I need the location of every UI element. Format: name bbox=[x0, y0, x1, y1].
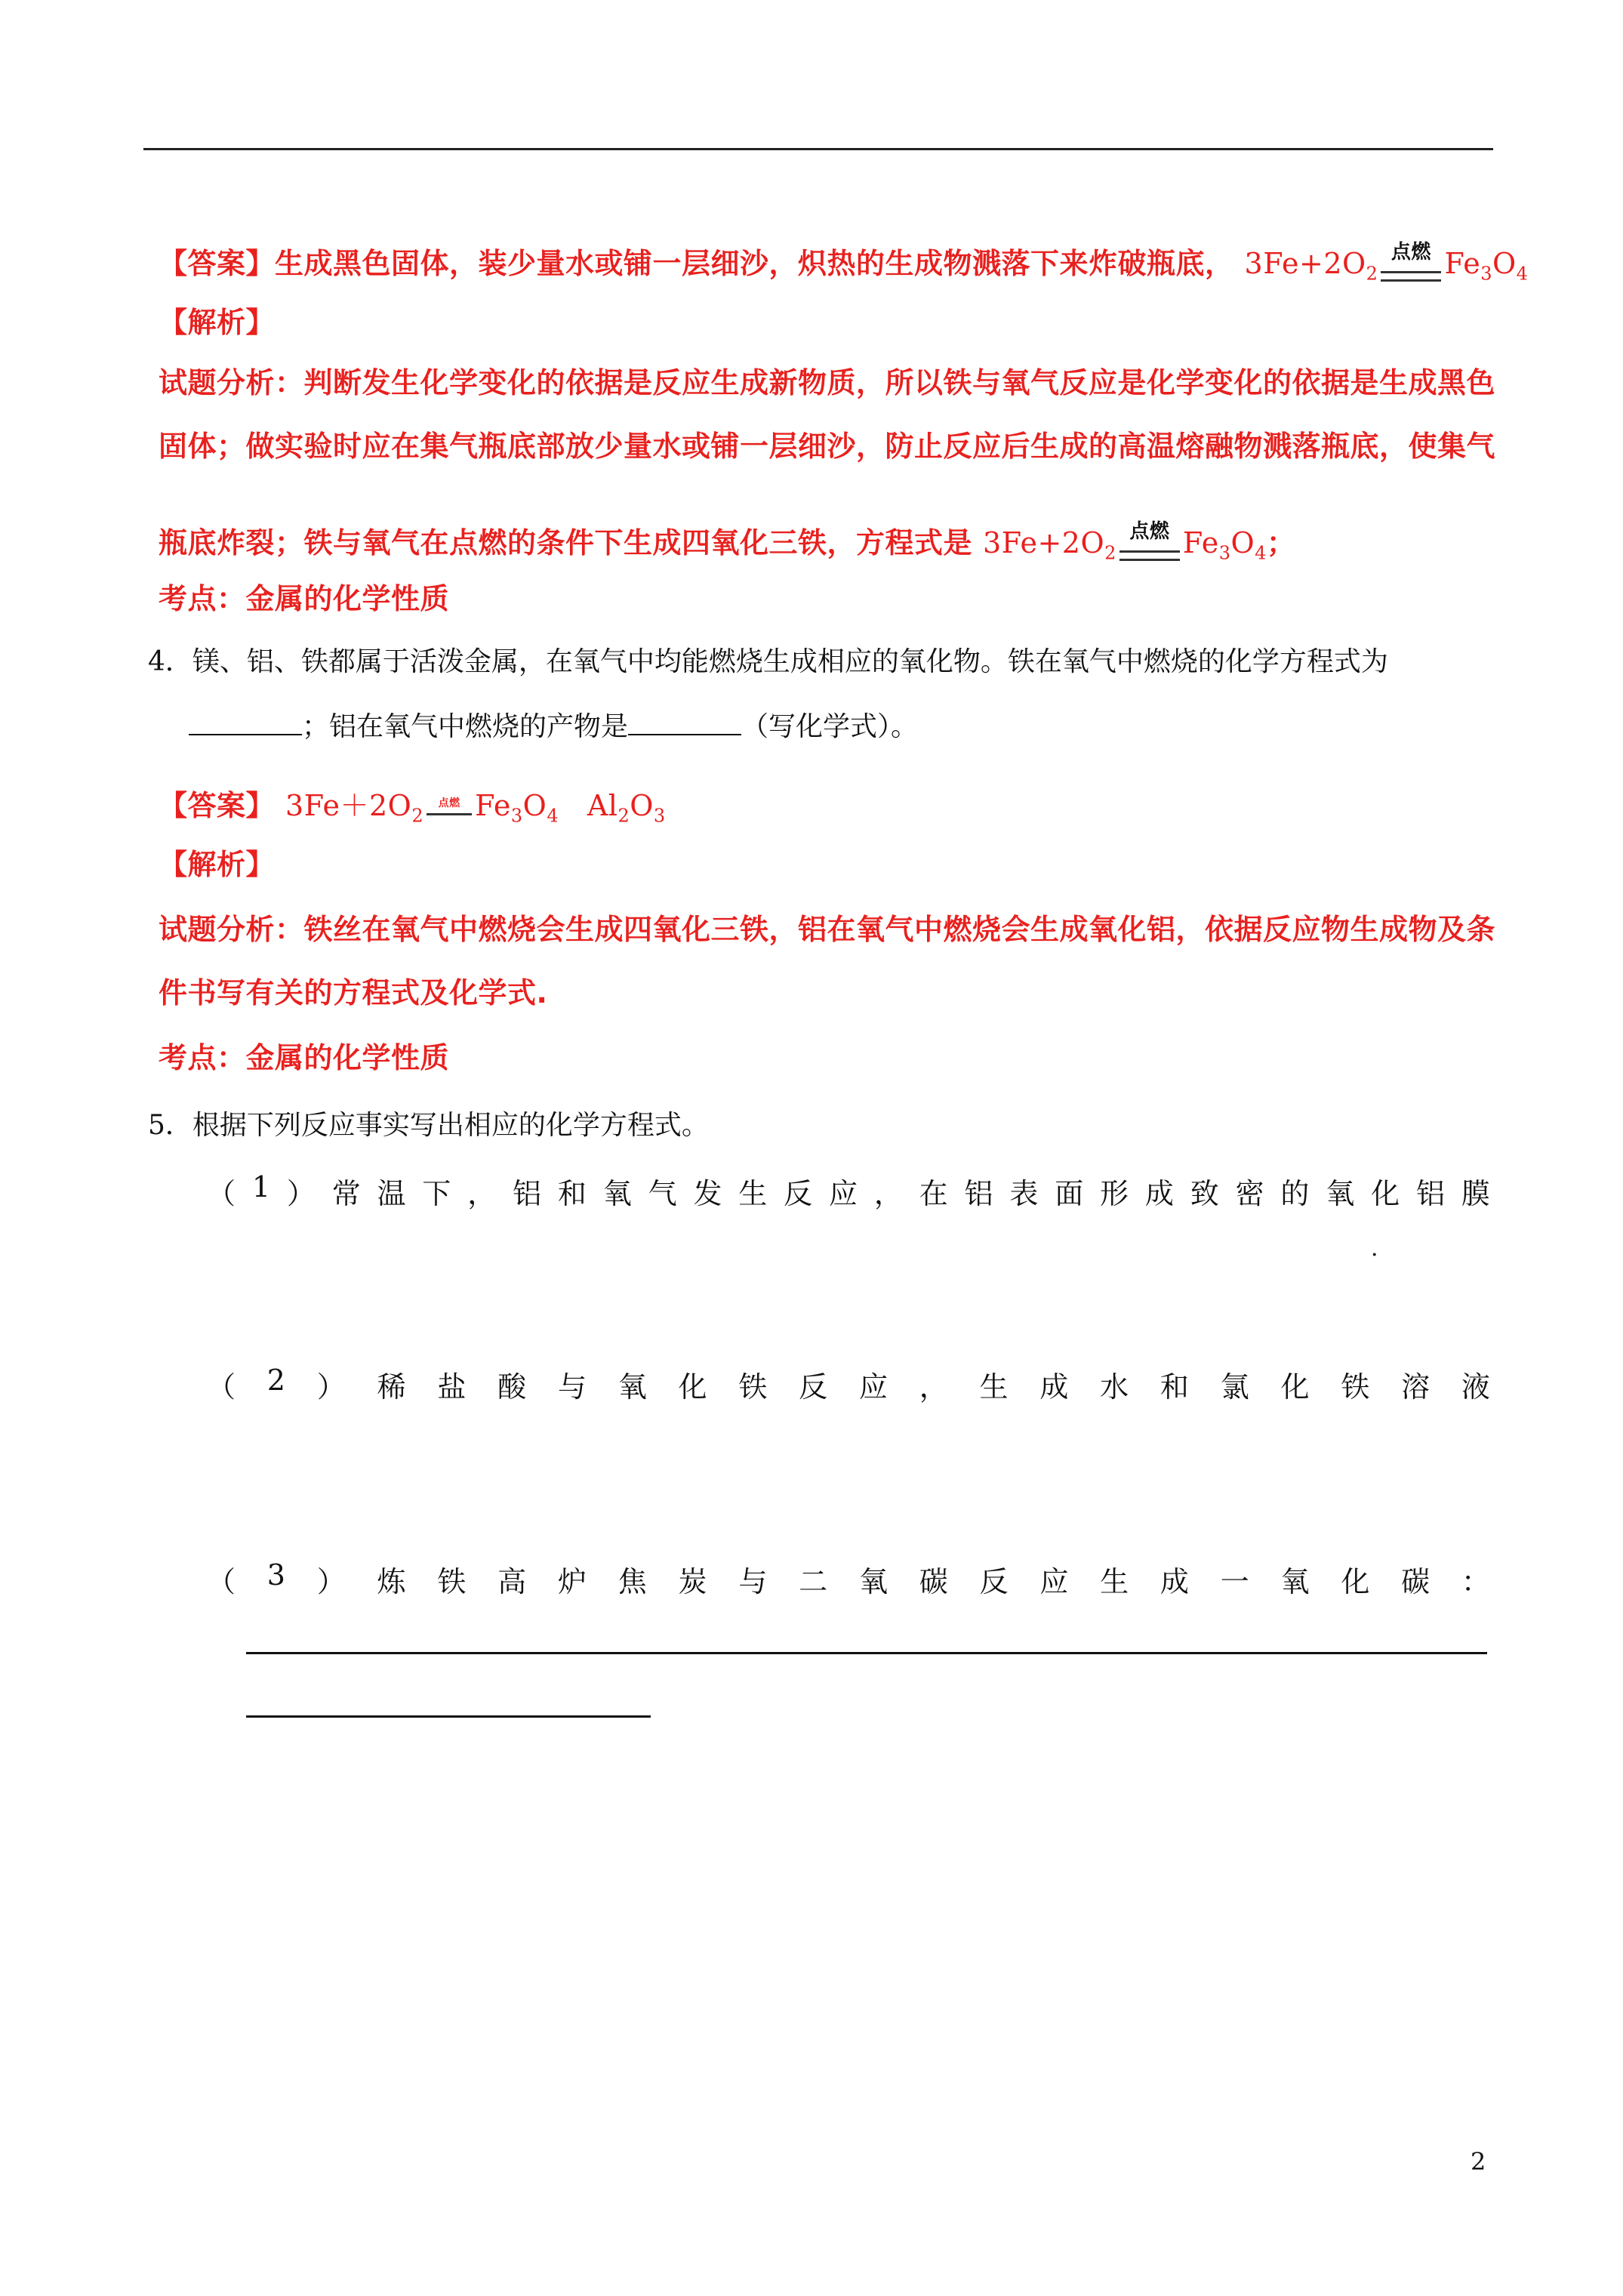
spread-char: 液 bbox=[1461, 1370, 1490, 1404]
spread-char: 和 bbox=[1160, 1370, 1189, 1404]
analysis-4-line-1: 试题分析：铁丝在氧气中燃烧会生成四氧化三铁，铝在氧气中燃烧会生成氧化铝，依据反应物生成物及条 bbox=[159, 913, 1496, 946]
answer-blank-1[interactable] bbox=[189, 711, 302, 735]
spread-char: 铝 bbox=[513, 1177, 542, 1210]
analysis-line-3: 瓶底炸裂；铁与氧气在点燃的条件下生成四氧化三铁，方程式是 $3Fe+2O_2$ 点燃 $Fe_3O_4$； bbox=[159, 519, 1296, 564]
spread-char: 铁 bbox=[437, 1565, 467, 1598]
spread-char: 应 bbox=[1039, 1565, 1069, 1598]
spread-char: 应 bbox=[828, 1177, 858, 1210]
analysis-4-line-2: 件书写有关的方程式及化学式. bbox=[159, 976, 548, 1009]
spread-char: 面 bbox=[1055, 1177, 1084, 1210]
spread-char: 高 bbox=[497, 1565, 527, 1598]
spread-char: ， bbox=[467, 1177, 497, 1210]
analysis-label-1: 【解析】 bbox=[159, 306, 276, 339]
spread-char: 氧 bbox=[858, 1565, 888, 1598]
spread-char: 的 bbox=[1280, 1177, 1310, 1210]
spread-char: 化 bbox=[1371, 1177, 1400, 1210]
spread-char: 下 bbox=[422, 1177, 451, 1210]
spread-char: 膜 bbox=[1461, 1177, 1490, 1210]
spread-char: 氧 bbox=[1280, 1565, 1310, 1598]
spread-char: 氧 bbox=[1326, 1177, 1355, 1210]
equation-1: $3Fe+2O_2$ 点燃 $Fe_3O_4$ bbox=[1244, 240, 1529, 285]
answer-label: 【答案】 bbox=[159, 247, 276, 280]
spread-char: 反 bbox=[799, 1370, 828, 1404]
spread-char: 成 bbox=[1039, 1370, 1069, 1404]
spread-char: 化 bbox=[1341, 1565, 1370, 1598]
spread-char: 碳 bbox=[1401, 1565, 1431, 1598]
equation-3: $3Fe+2O_2$ 点燃 $Fe_3O_4$ $Al_2O_3$ bbox=[285, 789, 666, 827]
spread-char: 生 bbox=[738, 1177, 768, 1210]
spread-char: 3 bbox=[266, 1558, 285, 1592]
answer-underline-2[interactable] bbox=[246, 1715, 651, 1718]
spread-char: 2 bbox=[266, 1364, 285, 1397]
analysis-line-2: 固体；做实验时应在集气瓶底部放少量水或铺一层细沙，防止反应后生成的高温熔融物溅落瓶底，使集气 bbox=[159, 430, 1496, 463]
spread-char: 常 bbox=[331, 1177, 361, 1210]
spread-char: ： bbox=[1461, 1565, 1490, 1598]
answer-text: 生成黑色固体，装少量水或铺一层细沙，炽热的生成物溅落下来炸破瓶底， bbox=[275, 247, 1234, 280]
spread-char: 成 bbox=[1144, 1177, 1174, 1210]
spread-char: 密 bbox=[1235, 1177, 1264, 1210]
spread-char: 反 bbox=[979, 1565, 1009, 1598]
question-5-item-3 bbox=[207, 1558, 1490, 1600]
analysis-line-1: 试题分析：判断发生化学变化的依据是反应生成新物质，所以铁与氧气反应是化学变化的依据是生成黑色 bbox=[159, 366, 1496, 399]
spread-char: 成 bbox=[1160, 1565, 1189, 1598]
spread-char: 溶 bbox=[1401, 1370, 1431, 1404]
spread-char: 铁 bbox=[738, 1370, 768, 1404]
spread-char: 应 bbox=[858, 1370, 888, 1404]
item-1-dot: . bbox=[1371, 1235, 1378, 1262]
question-4-line-2: ；铝在氧气中燃烧的产物是 （写化学式）。 bbox=[189, 705, 918, 744]
page-number: 2 bbox=[1471, 2147, 1486, 2176]
spread-char: （ bbox=[207, 1177, 236, 1210]
question-5-title: 5．根据下列反应事实写出相应的化学方程式。 bbox=[148, 1110, 709, 1141]
spread-char: 气 bbox=[648, 1177, 677, 1210]
spread-char: 铁 bbox=[1341, 1370, 1370, 1404]
spread-char: 稀 bbox=[377, 1370, 406, 1404]
equation-2: $3Fe+2O_2$ 点燃 $Fe_3O_4$ bbox=[983, 519, 1267, 564]
question-5-item-1 bbox=[207, 1170, 1490, 1212]
spread-char: 水 bbox=[1100, 1370, 1129, 1404]
spread-char: （ bbox=[207, 1565, 236, 1598]
spread-char: 反 bbox=[784, 1177, 813, 1210]
kaodian-1: 考点：金属的化学性质 bbox=[159, 582, 450, 615]
spread-char: ） bbox=[316, 1565, 346, 1598]
answer-line-1 bbox=[159, 240, 1528, 285]
spread-char: 盐 bbox=[437, 1370, 467, 1404]
answer-line-4: 【答案】 $3Fe+2O_2$ 点燃 $Fe_3O_4$ $Al_2O_3$ bbox=[159, 789, 666, 827]
spread-char: 致 bbox=[1190, 1177, 1219, 1210]
spread-char: 酸 bbox=[497, 1370, 527, 1404]
spread-char: 铝 bbox=[964, 1177, 993, 1210]
spread-char: 铝 bbox=[1415, 1177, 1445, 1210]
spread-char: 发 bbox=[693, 1177, 722, 1210]
spread-char: ， bbox=[873, 1177, 903, 1210]
spread-char: 氯 bbox=[1220, 1370, 1249, 1404]
equals-sign: 点燃 bbox=[1381, 270, 1441, 285]
spread-char: 炼 bbox=[377, 1565, 406, 1598]
spread-char: 形 bbox=[1100, 1177, 1129, 1210]
spread-char: 炭 bbox=[678, 1565, 707, 1598]
spread-char: 1 bbox=[251, 1170, 271, 1203]
spread-char: 焦 bbox=[617, 1565, 647, 1598]
answer-blank-2[interactable] bbox=[628, 711, 741, 735]
equals-sign: 点燃 bbox=[427, 812, 472, 827]
spread-char: 二 bbox=[799, 1565, 828, 1598]
spread-char: ） bbox=[286, 1177, 316, 1210]
spread-char: ） bbox=[316, 1370, 346, 1404]
header-rule bbox=[143, 148, 1493, 150]
spread-char: 氧 bbox=[617, 1370, 647, 1404]
spread-char: ， bbox=[919, 1370, 948, 1404]
spread-char: 生 bbox=[979, 1370, 1009, 1404]
spread-char: 生 bbox=[1100, 1565, 1129, 1598]
spread-char: 与 bbox=[557, 1370, 587, 1404]
analysis-label-4: 【解析】 bbox=[159, 848, 276, 881]
equals-sign: 点燃 bbox=[1119, 549, 1180, 564]
spread-char: 化 bbox=[1280, 1370, 1310, 1404]
spread-char: （ bbox=[207, 1370, 236, 1404]
spread-char: 和 bbox=[557, 1177, 587, 1210]
question-5-item-2 bbox=[207, 1364, 1490, 1405]
spread-char: 炉 bbox=[557, 1565, 587, 1598]
spread-char: 碳 bbox=[919, 1565, 948, 1598]
spread-char: 温 bbox=[377, 1177, 406, 1210]
spread-char: 在 bbox=[919, 1177, 948, 1210]
answer-underline-1[interactable] bbox=[246, 1652, 1487, 1654]
spread-char: 与 bbox=[738, 1565, 768, 1598]
spread-char: 表 bbox=[1009, 1177, 1039, 1210]
question-4-line-1: 4．镁、铝、铁都属于活泼金属，在氧气中均能燃烧生成相应的氧化物。铁在氧气中燃烧的化学方程式为 bbox=[148, 646, 1388, 677]
spread-char: 一 bbox=[1220, 1565, 1249, 1598]
spread-char: 化 bbox=[678, 1370, 707, 1404]
spread-char: 氧 bbox=[602, 1177, 632, 1210]
kaodian-4: 考点：金属的化学性质 bbox=[159, 1041, 450, 1074]
